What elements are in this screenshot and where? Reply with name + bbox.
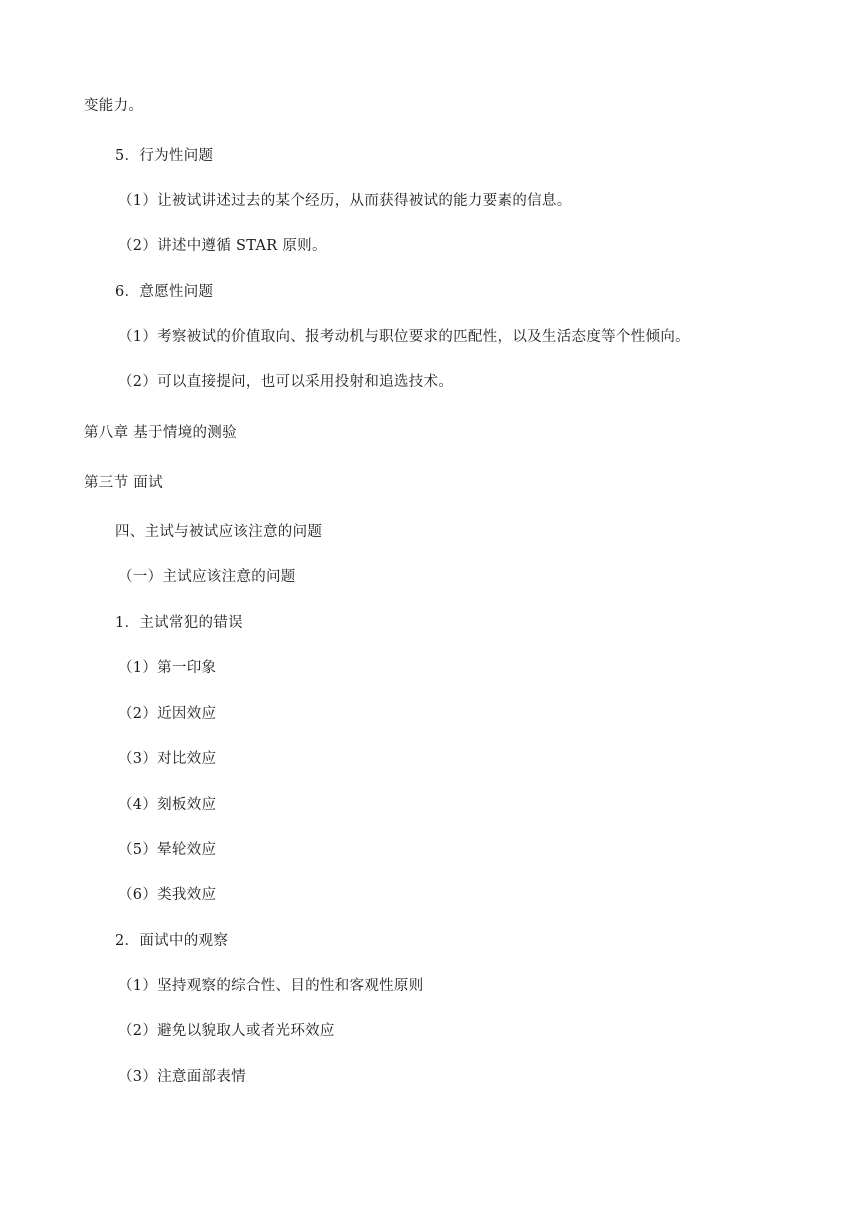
list-item: （5）晕轮效应 bbox=[118, 842, 217, 858]
list-item: （2）可以直接提问，也可以采用投射和追选技术。 bbox=[118, 374, 454, 390]
item-heading-common-errors: 1．主试常犯的错误 bbox=[115, 615, 243, 631]
chapter-heading: 第八章 基于情境的测验 bbox=[84, 425, 237, 441]
paragraph-continuation: 变能力。 bbox=[84, 98, 144, 114]
list-item: （2）讲述中遵循 STAR 原则。 bbox=[118, 238, 327, 254]
list-item: （6）类我效应 bbox=[118, 887, 217, 903]
list-item: （3）对比效应 bbox=[118, 751, 217, 767]
item-heading-willingness-questions: 6．意愿性问题 bbox=[115, 284, 214, 300]
list-item: （1）让被试讲述过去的某个经历，从而获得被试的能力要素的信息。 bbox=[118, 193, 572, 209]
item-heading-behavioral-questions: 5．行为性问题 bbox=[115, 148, 214, 164]
subsubsection-heading: （一）主试应该注意的问题 bbox=[118, 569, 296, 585]
subsection-heading: 四、主试与被试应该注意的问题 bbox=[115, 524, 323, 540]
section-heading: 第三节 面试 bbox=[84, 475, 163, 491]
list-item: （2）避免以貌取人或者光环效应 bbox=[118, 1023, 335, 1039]
list-item: （4）刻板效应 bbox=[118, 797, 217, 813]
list-item: （1）考察被试的价值取向、报考动机与职位要求的匹配性，以及生活态度等个性倾向。 bbox=[118, 329, 690, 345]
item-heading-observation: 2．面试中的观察 bbox=[115, 933, 229, 949]
list-item: （1）坚持观察的综合性、目的性和客观性原则 bbox=[118, 978, 424, 994]
list-item: （3）注意面部表情 bbox=[118, 1069, 246, 1085]
list-item: （1）第一印象 bbox=[118, 660, 217, 676]
list-item: （2）近因效应 bbox=[118, 706, 217, 722]
